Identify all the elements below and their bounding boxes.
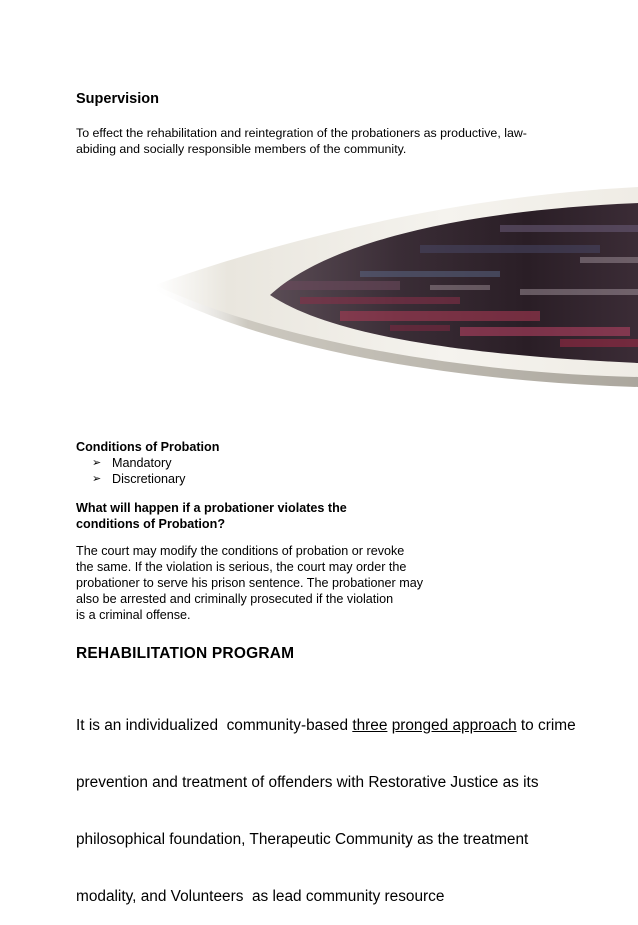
list-item xyxy=(92,455,185,471)
rehab-heading: REHABILITATION PROGRAM xyxy=(76,645,295,662)
supervision-heading: Supervision xyxy=(76,91,159,107)
question-line: What will happen if a probationer violates the xyxy=(76,501,347,515)
answer-line: probationer to serve his prison sentence. The probationer may xyxy=(76,576,423,590)
rehab-line: prevention and treatment of offenders with Restorative Justice as its xyxy=(76,774,539,791)
rehab-line1-post: to crime xyxy=(516,717,576,734)
rehab-paragraph xyxy=(76,678,576,925)
list-item xyxy=(92,471,185,487)
arrow-bullet-icon: ➢ xyxy=(92,457,102,469)
rehab-line: modality, and Volunteers as lead community resource xyxy=(76,888,445,905)
arrow-bullet-icon: ➢ xyxy=(92,473,102,485)
rehab-line: philosophical foundation, Therapeutic Community as the treatment xyxy=(76,831,529,848)
violation-question xyxy=(76,500,347,532)
underlined-pronged-approach: pronged approach xyxy=(391,717,517,734)
supervision-line: To effect the rehabilitation and reintegration of the probationers as productive, law- xyxy=(76,126,527,140)
underlined-three: three xyxy=(352,717,388,734)
answer-line: also be arrested and criminally prosecuted if the violation xyxy=(76,592,394,606)
conditions-heading: Conditions of Probation xyxy=(76,440,220,454)
violation-answer xyxy=(76,543,423,623)
bullet-label-discretionary: Discretionary xyxy=(112,472,186,486)
question-line: conditions of Probation? xyxy=(76,517,226,531)
answer-line: The court may modify the conditions of probation or revoke xyxy=(76,544,405,558)
answer-line: the same. If the violation is serious, the court may order the xyxy=(76,560,407,574)
answer-line: is a criminal offense. xyxy=(76,608,191,622)
decorative-swoosh-image xyxy=(0,185,638,395)
supervision-paragraph xyxy=(76,125,527,157)
rehab-line1-pre: It is an individualized community-based xyxy=(76,717,353,734)
bullet-label-mandatory: Mandatory xyxy=(112,456,172,470)
conditions-list xyxy=(92,455,185,487)
supervision-line: abiding and socially responsible members of the community. xyxy=(76,142,407,156)
rehab-line xyxy=(76,716,576,735)
